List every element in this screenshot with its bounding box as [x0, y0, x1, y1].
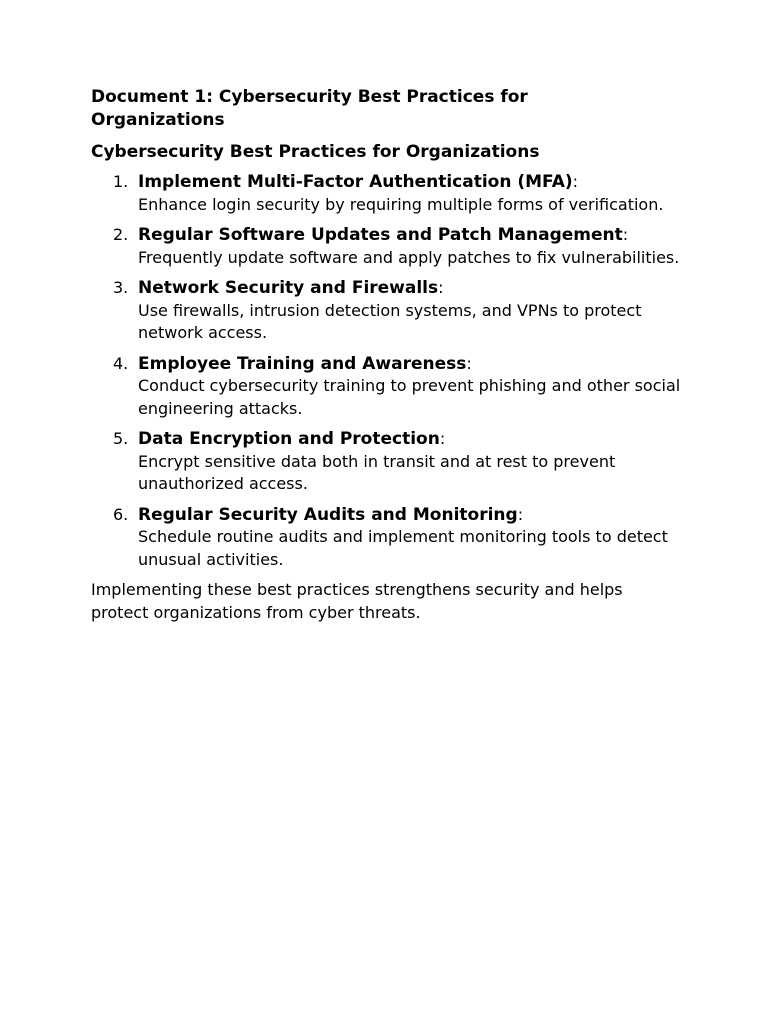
item-description: Enhance login security by requiring multiple forms of verification. [138, 194, 664, 214]
item-title: Regular Software Updates and Patch Management [138, 225, 623, 245]
item-number: 4. [113, 353, 129, 373]
item-title: Network Security and Firewalls [138, 278, 439, 298]
item-description: Schedule routine audits and implement monitoring tools to detect unusual activities. [138, 527, 668, 569]
list-item: 2. Regular Software Updates and Patch Management: Frequently update software and apply patches to fix vulnerabilities. [91, 224, 698, 269]
list-item: 3. Network Security and Firewalls: Use firewalls, intrusion detection systems, and VPNs to protect network access. [91, 277, 698, 345]
list-item: 1. Implement Multi-Factor Authentication (MFA): Enhance login security by requiring multiple forms of verification. [91, 171, 698, 216]
list-item: 5. Data Encryption and Protection: Encrypt sensitive data both in transit and at rest to prevent unauthorized access. [91, 428, 698, 496]
item-title: Regular Security Audits and Monitoring [138, 504, 518, 525]
item-description: Frequently update software and apply patches to fix vulnerabilities. [138, 247, 680, 267]
item-number: 6. [113, 504, 129, 524]
section-heading: Cybersecurity Best Practices for Organizations [91, 142, 540, 162]
item-title: Implement Multi-Factor Authentication (MFA) [138, 172, 573, 192]
document-page [91, 86, 691, 624]
item-number: 5. [113, 429, 129, 448]
conclusion-paragraph: Implementing these best practices strengthens security and helps protect organizations from cyber threats. [91, 580, 623, 622]
list-item: 4. Employee Training and Awareness: Conduct cybersecurity training to prevent phishing and other social engineering attacks. [91, 353, 698, 421]
item-title: Employee Training and Awareness [138, 353, 467, 374]
item-description: Conduct cybersecurity training to prevent phishing and other social engineering attacks. [138, 376, 681, 418]
item-number: 3. [113, 278, 129, 297]
item-description: Use firewalls, intrusion detection systems, and VPNs to protect network access. [138, 300, 642, 342]
item-number: 1. [113, 172, 129, 191]
item-title: Data Encryption and Protection [138, 429, 440, 449]
item-description: Encrypt sensitive data both in transit and at rest to prevent unauthorized access. [138, 451, 616, 493]
list-item: 6. Regular Security Audits and Monitoring: Schedule routine audits and implement monitoring tools to detect unusual activities. [91, 504, 698, 572]
practice-list [91, 171, 691, 571]
document-title: Document 1: Cybersecurity Best Practices for Organizations [91, 87, 528, 130]
item-number: 2. [113, 225, 129, 244]
